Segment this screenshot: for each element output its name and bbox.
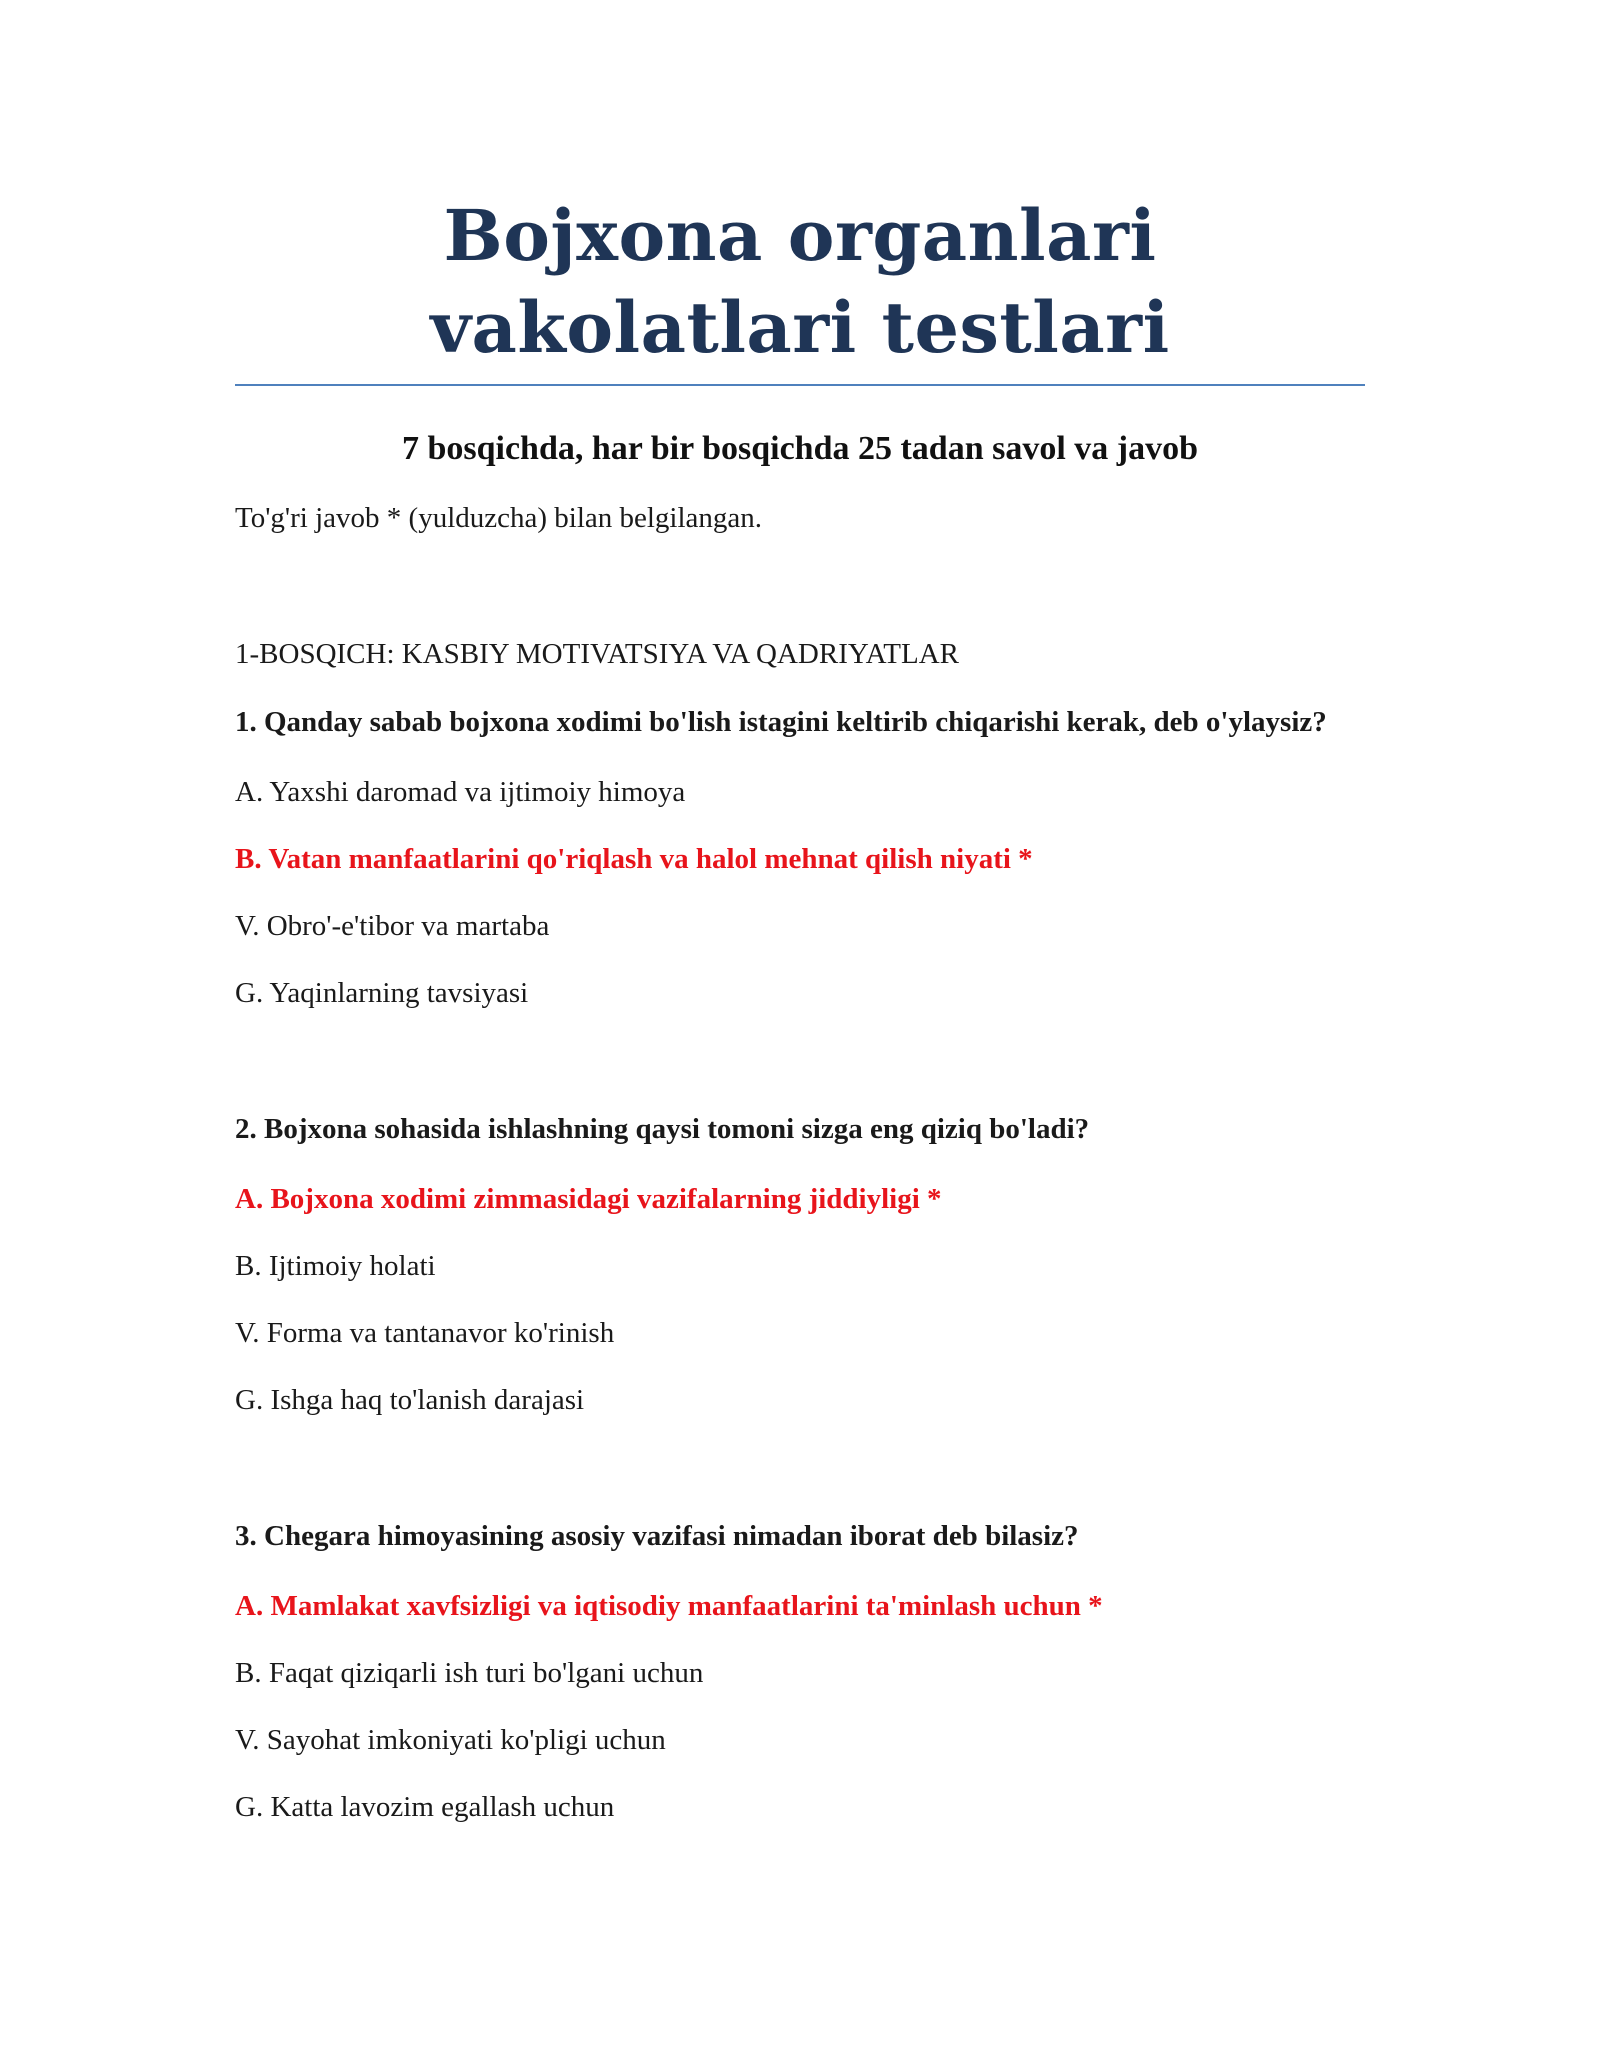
answer-option: G. Katta lavozim egallash uchun [235, 1791, 615, 1823]
question-text: 2. Bojxona sohasida ishlashning qaysi tomoni sizga eng qiziq bo'ladi? [235, 1113, 1090, 1145]
question-block [235, 1109, 1365, 1418]
stage-heading: 1-BOSQICH: KASBIY MOTIVATSIYA VA QADRIYATLAR [235, 638, 960, 670]
question-block [235, 1516, 1365, 1825]
answer-option: G. Ishga haq to'lanish darajasi [235, 1384, 585, 1416]
answer-key-note: To'g'ri javob * (yulduzcha) bilan belgilangan. [235, 502, 763, 534]
correct-answer-option: A. Mamlakat xavfsizligi va iqtisodiy manfaatlarini ta'minlash uchun * [235, 1590, 1103, 1622]
document-page [235, 0, 1365, 1825]
answer-option: B. Faqat qiziqarli ish turi bo'lgani uchun [235, 1657, 704, 1689]
answer-option: G. Yaqinlarning tavsiyasi [235, 977, 529, 1009]
question-text: 3. Chegara himoyasining asosiy vazifasi nimadan iborat deb bilasiz? [235, 1520, 1079, 1552]
answer-option: V. Sayohat imkoniyati ko'pligi uchun [235, 1724, 666, 1756]
answer-option: V. Forma va tantanavor ko'rinish [235, 1317, 615, 1349]
question-block [235, 702, 1365, 1011]
question-text: 1. Qanday sabab bojxona xodimi bo'lish istagini keltirib chiqarishi kerak, deb o'ylaysiz? [235, 706, 1327, 738]
document-title: Bojxona organlari vakolatlari testlari [430, 194, 1170, 369]
document-subtitle: 7 bosqichda, har bir bosqichda 25 tadan savol va javob [401, 430, 1199, 467]
answer-option: A. Yaxshi daromad va ijtimoiy himoya [235, 776, 686, 808]
correct-answer-option: A. Bojxona xodimi zimmasidagi vazifalarning jiddiyligi * [235, 1183, 942, 1215]
title-divider [235, 384, 1365, 386]
answer-option: B. Ijtimoiy holati [235, 1250, 436, 1282]
correct-answer-option: B. Vatan manfaatlarini qo'riqlash va halol mehnat qilish niyati * [235, 843, 1033, 875]
answer-option: V. Obro'-e'tibor va martaba [235, 910, 550, 942]
